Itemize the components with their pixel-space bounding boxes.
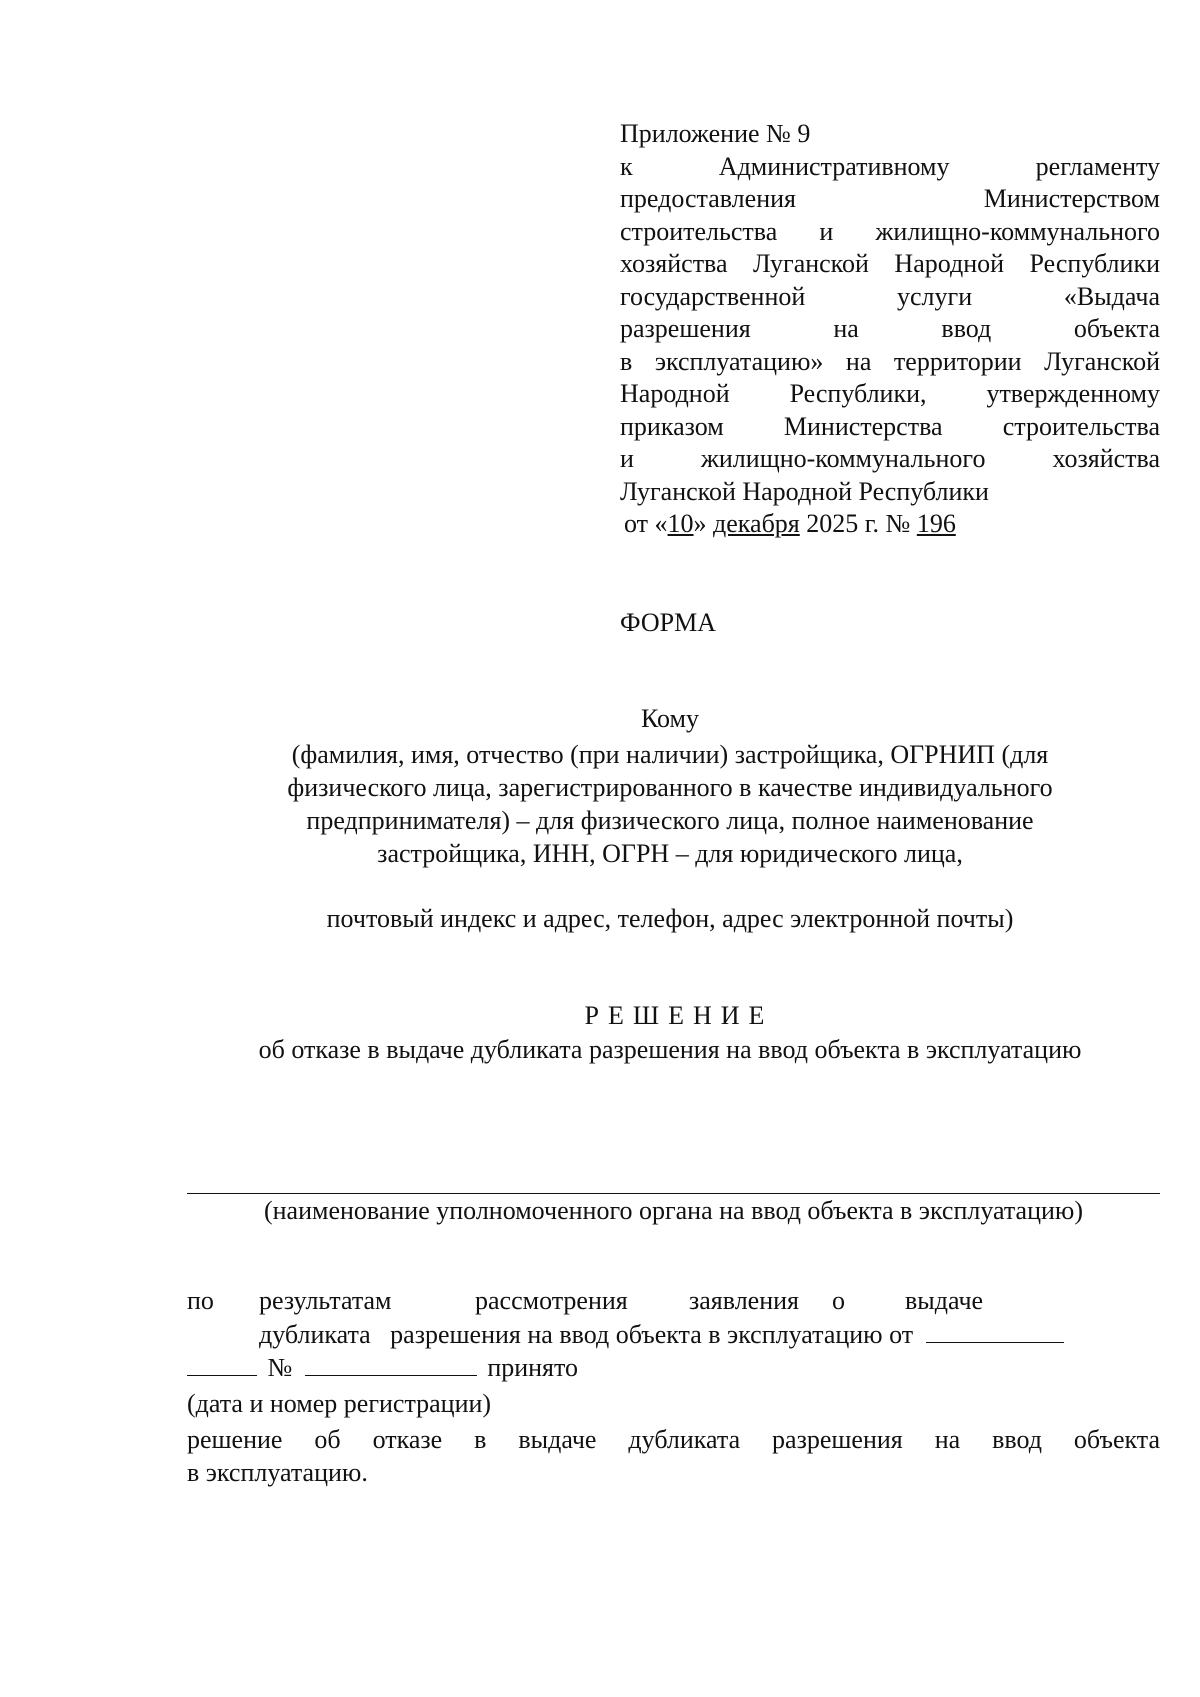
recipient-description-line: (фамилия, имя, отчество (при наличии) застройщика, ОГРНИП (для — [291, 740, 1049, 769]
body-row-3 — [187, 1351, 578, 1383]
appendix-line: строительства и жилищно-коммунального — [620, 216, 1160, 246]
recipient-to-label: Кому — [640, 704, 699, 733]
order-number: 196 — [916, 509, 956, 538]
appendix-line: разрешения на ввод объекта — [620, 314, 1160, 343]
number-sign: № — [267, 1353, 293, 1382]
appendix-date-line: от «10» декабря 2025 г. № 196 — [624, 509, 956, 538]
appendix-line: Луганской Народной Республики — [620, 476, 989, 506]
appendix-line: предоставления Министерством — [620, 184, 1160, 213]
appendix-line: государственной услуги «Выдача — [620, 281, 1160, 311]
form-label: ФОРМА — [620, 608, 716, 637]
appendix-line: приказом Министерства строительства — [620, 411, 1160, 441]
final-statement-line: решение об отказе в выдаче дубликата разрешения на ввод объекта — [187, 1425, 1160, 1454]
appendix-line: хозяйства Луганской Народной Республики — [620, 249, 1160, 278]
accepted-label: принято — [487, 1353, 579, 1382]
decision-title: РЕШЕНИЕ — [584, 1001, 774, 1030]
final-statement-line: в эксплуатацию. — [187, 1458, 368, 1487]
application-date-blank[interactable] — [926, 1318, 1064, 1343]
body-word: заявления — [689, 1286, 800, 1315]
application-date-blank-cont[interactable] — [187, 1351, 257, 1376]
appendix-block — [620, 118, 1160, 541]
application-number-blank[interactable] — [305, 1351, 477, 1376]
appendix-line: к Административному регламенту — [620, 151, 1160, 181]
date-month: декабря — [713, 509, 800, 538]
recipient-description-line: застройщика, ИНН, ОГРН – для юридического лица, — [377, 839, 963, 868]
final-statement — [187, 1423, 1160, 1489]
appendix-line: и жилищно-коммунального хозяйства — [620, 444, 1160, 473]
body-row-2: дубликата разрешения на ввод объекта в эксплуатацию от — [259, 1318, 1064, 1350]
recipient-description-line: физического лица, зарегистрированного в качестве индивидуального — [287, 773, 1053, 802]
authority-caption: (наименование уполномоченного органа на ввод объекта в эксплуатацию) — [263, 1196, 1084, 1225]
body-word: выдаче — [905, 1286, 984, 1315]
recipient-description-line: предпринимателя) – для физического лица, полное наименование — [306, 806, 1034, 835]
appendix-line: Народной Республики, утвержденному — [620, 379, 1160, 408]
body-word: по — [187, 1286, 214, 1315]
body-word: результатам — [259, 1286, 392, 1315]
body-word: рассмотрения — [475, 1286, 628, 1315]
date-day: 10 — [667, 509, 694, 538]
registration-caption: (дата и номер регистрации) — [187, 1389, 492, 1418]
appendix-title: Приложение № 9 — [620, 119, 811, 148]
appendix-line: в эксплуатацию» на территории Луганской — [620, 346, 1160, 376]
recipient-postal-line: почтовый индекс и адрес, телефон, адрес электронной почты) — [326, 904, 1014, 933]
authority-blank-line[interactable] — [187, 1193, 1160, 1194]
decision-subtitle: об отказе в выдаче дубликата разрешения на ввод объекта в эксплуатацию — [258, 1035, 1082, 1064]
recipient-description — [200, 738, 1140, 870]
body-word: о — [832, 1286, 845, 1315]
